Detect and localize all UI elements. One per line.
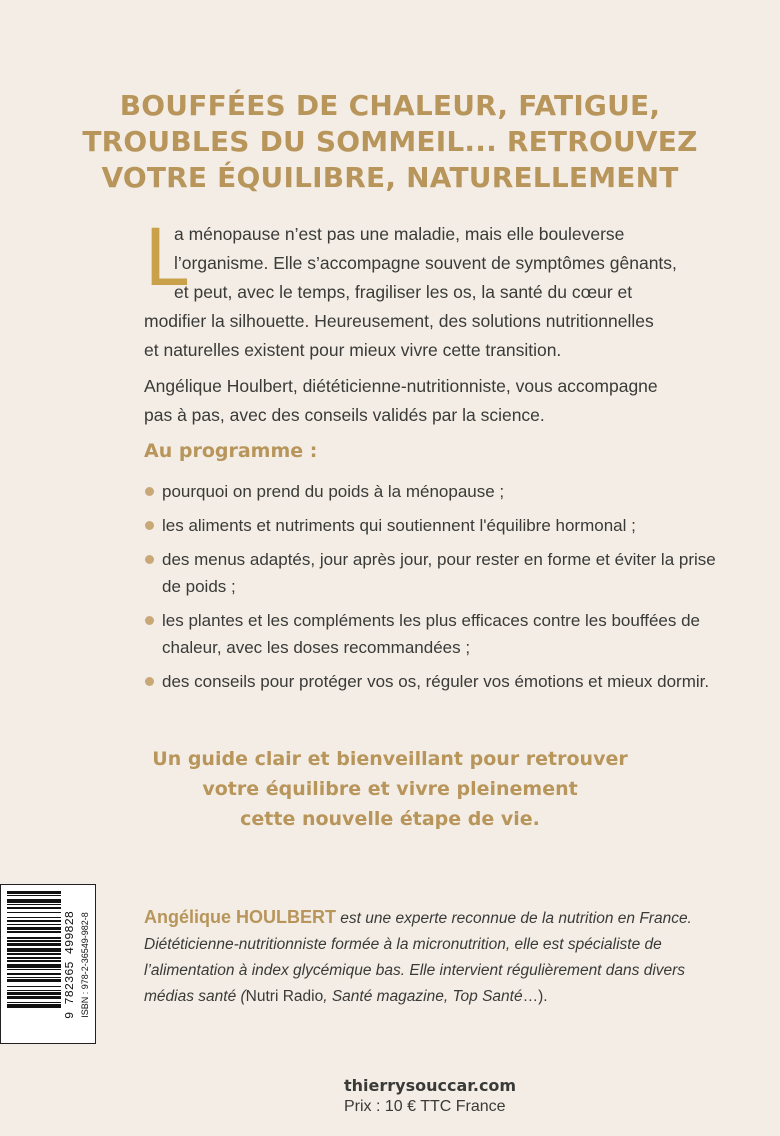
author-intro-line: pas à pas, avec des conseils validés par la science. xyxy=(144,405,545,425)
isbn-label xyxy=(79,891,91,1039)
author-bio-end: …). xyxy=(522,988,548,1005)
author-bio xyxy=(144,904,724,1010)
barcode-bar xyxy=(7,1002,61,1003)
barcode-bar xyxy=(7,992,61,995)
author-intro-paragraph xyxy=(144,372,724,430)
intro-line: a ménopause n’est pas une maladie, mais elle bouleverse xyxy=(174,224,625,244)
price: Prix : 10 € TTC France xyxy=(344,1098,506,1115)
list-item-text: les aliments et nutriments qui soutiennent l'équilibre hormonal ; xyxy=(162,516,636,535)
bullet-dot-icon xyxy=(145,555,154,564)
media-nutri-radio: Nutri Radio xyxy=(245,988,324,1005)
barcode-bar xyxy=(7,973,61,976)
drop-cap: L xyxy=(144,214,188,304)
tagline-line: Un guide clair et bienveillant pour retrouver xyxy=(152,748,628,770)
barcode-bar xyxy=(7,920,61,923)
barcode-bar xyxy=(7,977,61,978)
author-intro-line: Angélique Houlbert, diététicienne-nutritionniste, vous accompagne xyxy=(144,376,658,396)
list-item xyxy=(144,668,724,695)
book-headline xyxy=(0,88,780,196)
tagline xyxy=(0,744,780,834)
barcode-bar xyxy=(7,948,61,952)
barcode-bar xyxy=(7,912,61,913)
bullet-dot-icon xyxy=(145,616,154,625)
barcode-bar xyxy=(7,907,61,910)
barcode-bar xyxy=(7,969,61,970)
author-name: Angélique HOULBERT xyxy=(144,907,336,927)
intro-line: et peut, avec le temps, fragiliser les os, la santé du cœur et xyxy=(174,282,633,302)
program-list xyxy=(144,478,724,702)
author-bio-sep: , xyxy=(323,988,332,1005)
publisher-website: thierrysouccar.com xyxy=(344,1076,517,1095)
barcode xyxy=(0,884,96,1044)
barcode-bar xyxy=(7,990,61,991)
barcode-bar xyxy=(7,924,61,925)
author-bio-text: est une experte reconnue de la nutrition en France. Diététicienne-nutritionniste formée à la micronutrition, elle est spécialiste de l’alimentation à index glycémique bas. Elle intervient régulièrement dans divers médias santé ( xyxy=(144,910,692,1005)
list-item xyxy=(144,478,724,505)
barcode-bar xyxy=(7,957,61,958)
tagline-line: cette nouvelle étape de vie. xyxy=(240,808,540,830)
barcode-bar xyxy=(7,917,61,918)
list-item-text: pourquoi on prend du poids à la ménopause ; xyxy=(162,482,505,501)
intro-line: modifier la silhouette. Heureusement, des solutions nutritionnelles xyxy=(144,311,654,331)
headline-line: VOTRE ÉQUILIBRE, NATURELLEMENT xyxy=(101,161,679,194)
program-heading: Au programme : xyxy=(144,440,318,462)
intro-paragraph xyxy=(144,214,724,365)
barcode-bar xyxy=(7,996,61,999)
list-item xyxy=(144,512,724,539)
isbn-label-text: ISBN : 978-2-36549-982-8 xyxy=(80,912,90,1018)
barcode-number xyxy=(63,891,77,1039)
barcode-number-text: 9 782365 499828 xyxy=(63,910,77,1020)
author-bio-sep: , xyxy=(443,988,453,1005)
headline-line: BOUFFÉES DE CHALEUR, FATIGUE, xyxy=(119,89,661,122)
list-item-text: les plantes et les compléments les plus efficaces contre les bouffées de chaleur, avec les doses recommandées ; xyxy=(162,611,701,657)
intro-line: l’organisme. Elle s’accompagne souvent de symptômes gênants, xyxy=(174,253,677,273)
barcode-bar xyxy=(7,937,61,940)
barcode-bar xyxy=(7,953,61,954)
media-top-sante: Top Santé xyxy=(452,988,523,1005)
barcode-bar xyxy=(7,940,61,941)
barcode-bar xyxy=(7,943,61,946)
intro-line: et naturelles existent pour mieux vivre cette transition. xyxy=(144,340,562,360)
list-item-text: des conseils pour protéger vos os, réguler vos émotions et mieux dormir. xyxy=(162,672,710,691)
barcode-bar xyxy=(7,1004,61,1008)
barcode-bar xyxy=(7,899,61,903)
bullet-dot-icon xyxy=(145,677,154,686)
barcode-bar xyxy=(7,964,61,968)
headline-line: TROUBLES DU SOMMEIL... RETROUVEZ xyxy=(82,125,698,158)
barcode-bar xyxy=(7,904,61,905)
barcode-bar xyxy=(7,895,61,896)
tagline-line: votre équilibre et vivre pleinement xyxy=(202,778,578,800)
media-sante-magazine: Santé magazine xyxy=(331,988,444,1005)
barcode-bar xyxy=(7,927,61,930)
bullet-dot-icon xyxy=(145,521,154,530)
bullet-dot-icon xyxy=(145,487,154,496)
barcode-bar xyxy=(7,960,61,963)
barcode-bars xyxy=(7,891,61,1039)
barcode-bar xyxy=(7,931,61,932)
list-item-text: des menus adaptés, jour après jour, pour rester en forme et éviter la prise de poids ; xyxy=(162,550,716,596)
list-item xyxy=(144,546,724,600)
barcode-bar xyxy=(7,979,61,982)
barcode-bar xyxy=(7,891,61,894)
list-item xyxy=(144,607,724,661)
barcode-bar xyxy=(7,986,61,987)
